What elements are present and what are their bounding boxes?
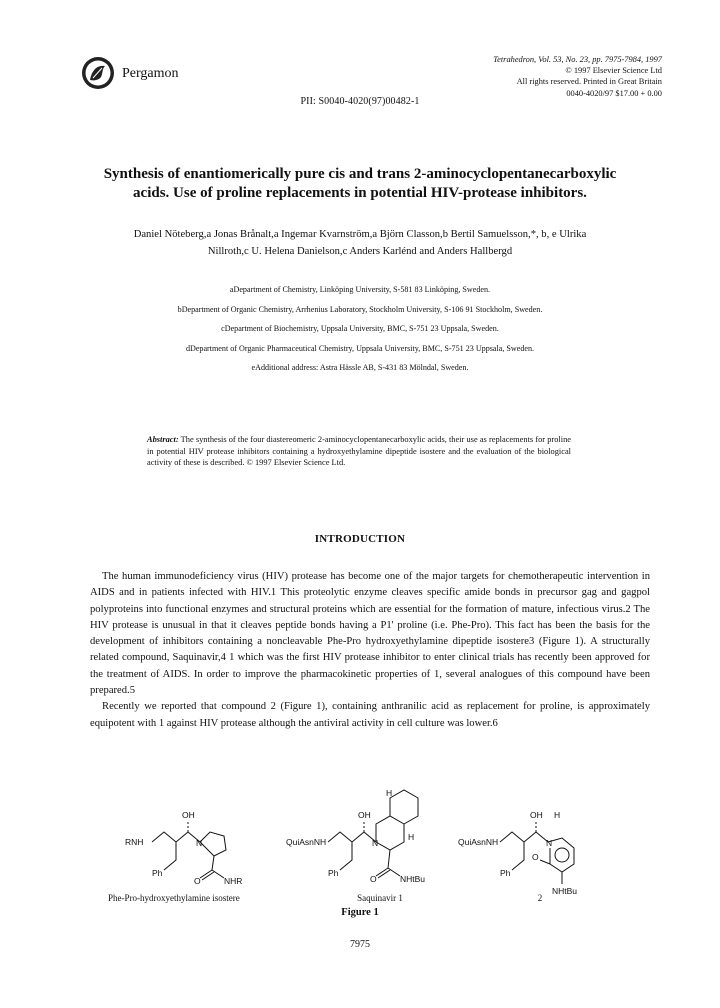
structure-label: N (372, 838, 379, 848)
structure-label: H (554, 810, 561, 820)
structure-label: NHtBu (400, 874, 426, 884)
copyright-line: © 1997 Elsevier Science Ltd (565, 66, 662, 76)
introduction-body (90, 569, 650, 732)
figure-1-structures (100, 780, 620, 900)
structure-label: O (532, 852, 539, 862)
structure-label: N (196, 838, 203, 848)
structure-label: QuiAsnNH (286, 837, 327, 847)
issn-price-line: 0040-4020/97 $17.00 + 0.00 (566, 88, 662, 98)
affiliation: bDepartment of Organic Chemistry, Arrhenius Laboratory, Stockholm University, S-106 91 Stockholm, Sweden. (177, 304, 543, 314)
journal-citation: Tetrahedron, Vol. 53, No. 23, pp. 7975-7984, 1997 (493, 55, 662, 64)
paragraph: Recently we reported that compound 2 (Figure 1), containing anthranilic acid as replacement for proline, is approximately equipotent with 1 against HIV protease although the antiviral activity in cell culture was lower.6 (90, 701, 650, 729)
structure-label: O (194, 876, 201, 886)
affiliation: cDepartment of Biochemistry, Uppsala University, BMC, S-751 23 Uppsala, Sweden. (221, 324, 499, 334)
rights-line: All rights reserved. Printed in Great Britain (516, 77, 662, 87)
publisher-name: Pergamon (122, 66, 179, 81)
structure-label: NHtBu (552, 886, 578, 896)
structure-label: OH (182, 810, 195, 820)
structure-caption: 2 (537, 893, 543, 903)
affiliation: eAdditional address: Astra Hässle AB, S-431 83 Mölndal, Sweden. (251, 363, 469, 373)
title-line: acids. Use of proline replacements in potential HIV-protease inhibitors. (133, 185, 587, 201)
pii-identifier: PII: S0040-4020(97)00482-1 (300, 96, 420, 107)
page-number: 7975 (350, 939, 370, 950)
structure-label: QuiAsnNH (458, 837, 499, 847)
structure-label: O (370, 874, 377, 884)
journal-info (493, 54, 662, 99)
structure-caption: Saquinavir 1 (357, 893, 403, 903)
abstract-text: The synthesis of the four diastereomeric 2-aminocyclopentanecarboxylic acids, their use as replacements for proline in potential HIV protease inhibitors containing a hydroxyethylamine dipeptide isostere and the evaluation of the biological activity of these is described. © 1997 Elsevier Science Ltd. (147, 435, 571, 467)
structure-caption: Phe-Pro-hydroxyethylamine isostere (108, 893, 240, 903)
abstract-label: Abstract: (147, 435, 179, 444)
figure-caption: Figure 1 (341, 907, 379, 918)
structure-label: Ph (328, 868, 339, 878)
section-heading: INTRODUCTION (314, 533, 406, 545)
paragraph: The human immunodeficiency virus (HIV) protease has become one of the major targets for chemotherapeutic intervention in AIDS and in patients infected with HIV.1 This proteolytic enzyme cleaves specific amide bonds in precursor gag and gagpol polyproteins into functional enzymes and structural proteins which are essential for the formation of mature, infectious virus.2 The HIV protease is unusual in that it cleaves peptide bonds having a P1' proline (i.e. Phe-Pro). This fact has been the basis for the development of inhibitors containing a noncleavable Phe-Pro hydroxyethylamine dipeptide isostere3 (Figure 1). A structurally related compound, Saquinavir,4 1 which was the first HIV protease inhibitor to enter clinical trials has recently been approved for the treatment of AIDS. In order to improve the pharmacokinetic properties of 1, several analogues of this compound have been prepared.5 (90, 571, 650, 697)
affiliation: dDepartment of Organic Pharmaceutical Chemistry, Uppsala University, BMC, S-751 23 Uppsala, Sweden. (185, 343, 535, 353)
title-line: Synthesis of enantiomerically pure cis and trans 2-aminocyclopentanecarboxylic (103, 166, 617, 182)
structure-label: OH (358, 810, 371, 820)
structure-label: H (408, 832, 415, 842)
structure-label: RNH (125, 837, 144, 847)
paper-title (70, 165, 650, 203)
structure-label: Ph (152, 868, 163, 878)
author-list (90, 226, 630, 260)
structure-label: OH (530, 810, 543, 820)
author-line: Nillroth,c U. Helena Danielson,c Anders Karlénd and Anders Hallbergd (207, 246, 513, 257)
structure-label: H (386, 788, 393, 798)
affiliation-list (0, 280, 720, 378)
publisher-logo-icon (81, 56, 115, 90)
affiliation: aDepartment of Chemistry, Linköping University, S-581 83 Linköping, Sweden. (229, 285, 491, 294)
structure-label: Ph (500, 868, 511, 878)
author-line: Daniel Nöteberg,a Jonas Brånalt,a Ingemar Kvarnström,a Björn Classon,b Bertil Samuelsson,*, b, e Ulrika (133, 229, 587, 240)
structure-label: N (546, 838, 553, 848)
abstract (147, 434, 571, 469)
structure-label: NHR (224, 876, 243, 886)
